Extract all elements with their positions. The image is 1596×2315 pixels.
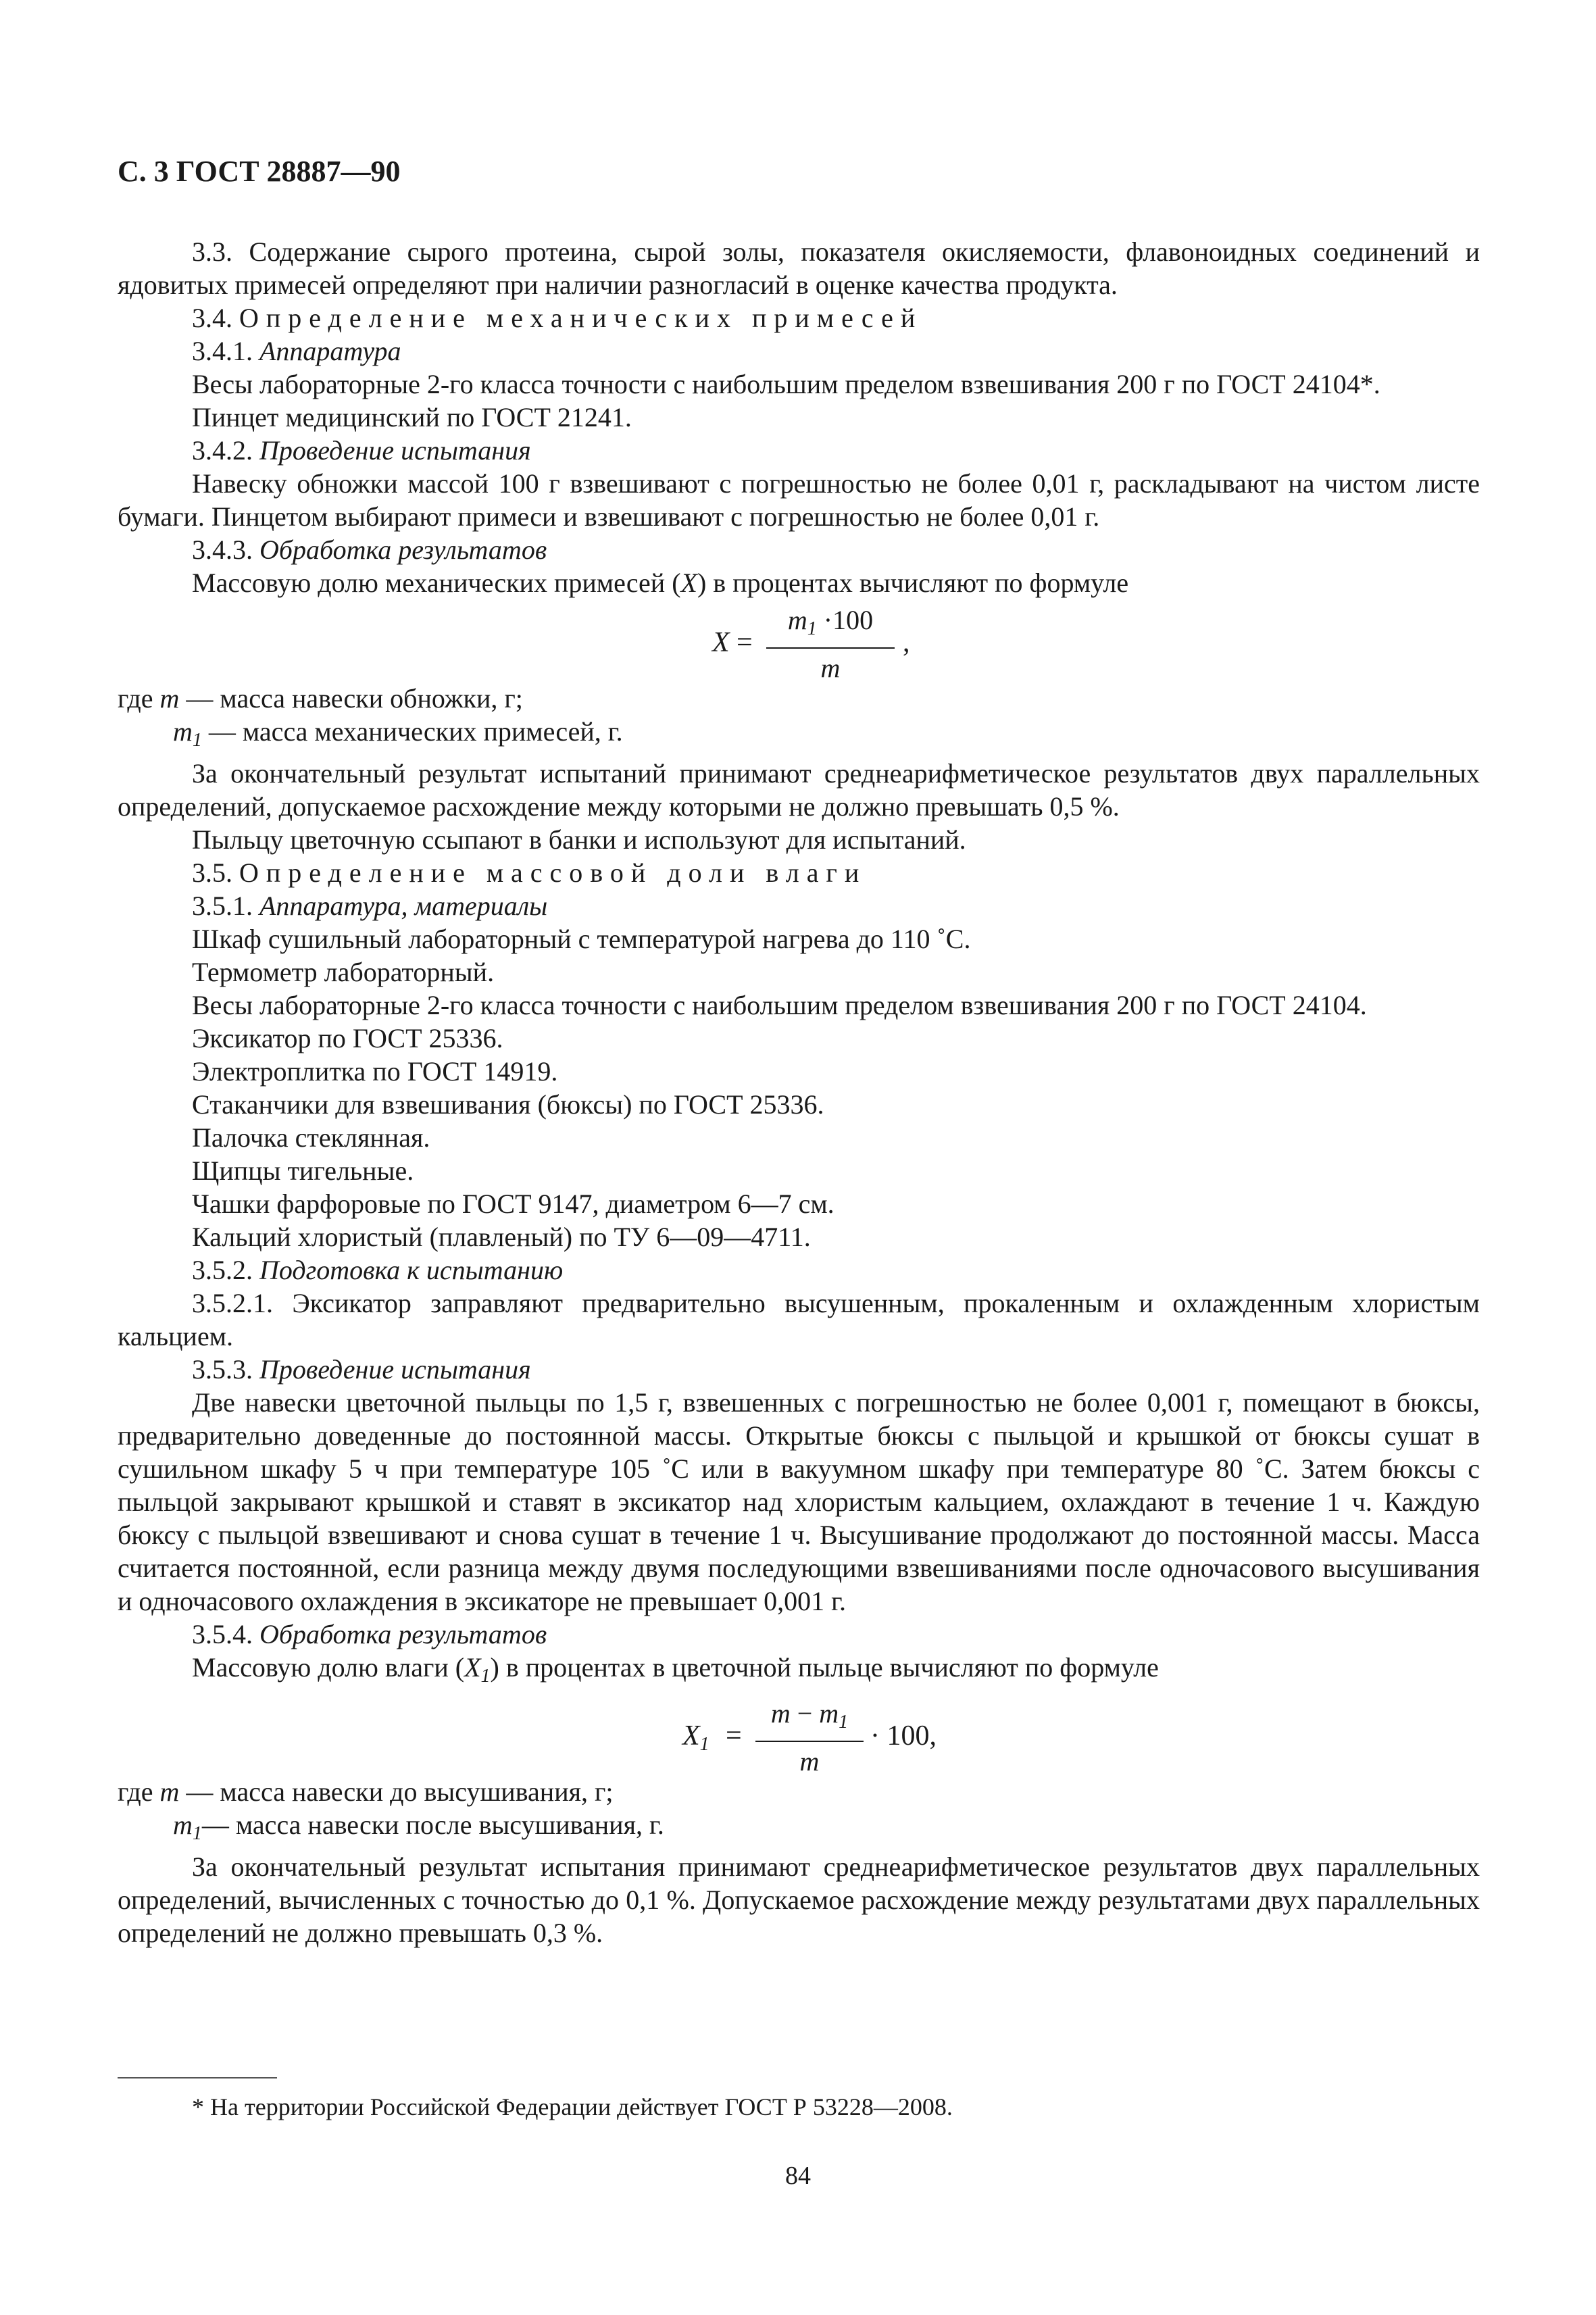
formula-lhs: X bbox=[712, 627, 730, 658]
subsection-number: 3.5.1. bbox=[192, 891, 253, 921]
where-line-2b bbox=[118, 1808, 1480, 1850]
subsection-number: 3.5.2. bbox=[192, 1255, 253, 1285]
footnote-divider bbox=[118, 2077, 277, 2078]
subsection-number: 3.4.2. bbox=[192, 435, 253, 466]
math-variable: m bbox=[770, 1698, 791, 1728]
paragraph-3-5-2-1: 3.5.2.1. Эксикатор заправляют предварительно высушенным, прокаленным и охлажденным хлористым кальцием. bbox=[118, 1288, 1480, 1351]
where-line-1a bbox=[118, 682, 1480, 715]
math-variable: m bbox=[787, 605, 807, 635]
subsection-title: Аппаратура, материалы bbox=[259, 891, 548, 921]
section-3-4-heading bbox=[118, 301, 1480, 334]
math-subscript: 1 bbox=[192, 730, 202, 751]
paragraph-thermometer: Термометр лабораторный. bbox=[192, 957, 495, 987]
subsection-title: Аппаратура bbox=[259, 336, 401, 366]
math-subscript: 1 bbox=[807, 618, 817, 639]
formula-fraction bbox=[755, 1698, 864, 1777]
subsection-number: 3.4.1. bbox=[192, 336, 253, 366]
section-3-5-heading bbox=[118, 856, 1480, 889]
paragraph-calcium: Кальций хлористый (плавленый) по ТУ 6—09—4711. bbox=[192, 1222, 811, 1252]
math-subscript: 1 bbox=[192, 1823, 202, 1844]
section-number: 3.4. bbox=[192, 303, 232, 333]
subsection-title: Подготовка к испытанию bbox=[259, 1255, 564, 1285]
formula-fraction bbox=[766, 605, 895, 684]
paragraph-pollen: Пыльцу цветочную ссыпают в банки и используют для испытаний. bbox=[192, 824, 966, 855]
math-subscript: 1 bbox=[839, 1712, 849, 1733]
paragraph-3-5-3: Две навески цветочной пыльцы по 1,5 г, взвешенных с погрешностью не более 0,001 г, помещают в бюксы, предварительно доведенные до постоянной массы. Открытые бюксы с пыльцой и крышкой от бюксы сушат в сушильном шкафу 5 ч при температуре 105 ˚С или в вакуумном шкафу при температуре 80 ˚С. Затем бюксы с пыльцой закрывают крышкой и ставят в эксикатор над хлористым кальцием, охлаждают в течение 1 ч. Каждую бюксу с пыльцой взвешивают и снова сушат в течение 1 ч. Высушивание продолжают до постоянной массы. Масса считается постоянной, если разница между двумя последующими взвешиваниями после одночасового высушивания и одночасового охлаждения в эксикаторе не превышает 0,001 г. bbox=[118, 1387, 1480, 1616]
text-run: — масса навески до высушивания, г; bbox=[179, 1776, 614, 1807]
fraction-bar bbox=[755, 1741, 864, 1742]
subsection-3-5-3 bbox=[118, 1353, 1480, 1386]
formula-tail: , bbox=[903, 627, 910, 658]
paragraph-final-2: За окончательный результат испытания принимают среднеарифметическое результатов двух параллельных определений, вычисленных с точностью до 0,1 %. Допускаемое расхождение между результатами двух параллельных определений не должно превышать 0,3 %. bbox=[118, 1851, 1480, 1948]
subsection-3-5-2 bbox=[118, 1253, 1480, 1287]
math-variable: m bbox=[159, 683, 180, 714]
fraction-bar bbox=[766, 647, 895, 649]
paragraph-stove: Электроплитка по ГОСТ 14919. bbox=[192, 1056, 558, 1087]
text-run: — масса механических примесей, г. bbox=[201, 716, 623, 747]
paragraph-scales-1: Весы лабораторные 2-го класса точности с наибольшим пределом взвешивания 200 г по ГОСТ 24104*. bbox=[192, 369, 1380, 399]
section-title: Определение механических примесей bbox=[239, 303, 923, 333]
text-run: Массовую долю влаги ( bbox=[192, 1652, 465, 1683]
math-operator: − bbox=[790, 1698, 820, 1728]
math-variable: m bbox=[173, 1810, 193, 1840]
text-run: где bbox=[118, 1776, 160, 1807]
math-variable: m bbox=[173, 716, 193, 747]
math-variable: X bbox=[680, 568, 697, 598]
subsection-title: Обработка результатов bbox=[259, 1619, 547, 1649]
paragraph-3-5-4 bbox=[118, 1651, 1480, 1693]
page-header: С. 3 ГОСТ 28887—90 bbox=[118, 155, 401, 188]
text-run: где bbox=[118, 683, 160, 714]
fraction-numerator bbox=[755, 1698, 864, 1738]
subsection-3-4-3 bbox=[118, 533, 1480, 566]
paragraph-tongs: Щипцы тигельные. bbox=[192, 1155, 414, 1186]
formula-1 bbox=[118, 601, 1480, 683]
math-variable: m bbox=[819, 1698, 839, 1728]
math-variable: X bbox=[464, 1652, 481, 1683]
subsection-3-4-1 bbox=[118, 334, 1480, 368]
text-run: ) в процентах в цветочной пыльце вычисляют по формуле bbox=[490, 1652, 1159, 1683]
formula-tail: · 100, bbox=[870, 1720, 937, 1751]
math-subscript: 1 bbox=[699, 1734, 709, 1755]
subsection-title: Обработка результатов bbox=[259, 534, 547, 565]
subsection-3-4-2 bbox=[118, 434, 1480, 467]
subsection-number: 3.5.3. bbox=[192, 1354, 253, 1385]
text-run: — масса навески обножки, г; bbox=[179, 683, 523, 714]
text-run: Массовую долю механических примесей ( bbox=[192, 568, 681, 598]
subsection-3-5-1 bbox=[118, 889, 1480, 922]
formula-lhs bbox=[682, 1720, 709, 1761]
paragraph-desiccator: Эксикатор по ГОСТ 25336. bbox=[192, 1023, 503, 1053]
where-line-2a bbox=[118, 1775, 1480, 1808]
math-text: ·100 bbox=[816, 605, 874, 635]
footnote: * На территории Российской Федерации действует ГОСТ Р 53228—2008. bbox=[192, 2093, 953, 2120]
paragraph-oven: Шкаф сушильный лабораторный с температурой нагрева до 110 ˚С. bbox=[192, 924, 971, 954]
subsection-number: 3.4.3. bbox=[192, 534, 253, 565]
math-subscript: 1 bbox=[480, 1666, 491, 1687]
text-run: ) в процентах вычисляют по формуле bbox=[697, 568, 1129, 598]
document-body bbox=[118, 235, 1480, 1949]
subsection-title: Проведение испытания bbox=[259, 435, 531, 466]
fraction-denominator: m bbox=[820, 653, 841, 683]
formula-equals: = bbox=[737, 627, 753, 658]
paragraph-scales-2: Весы лабораторные 2-го класса точности с наибольшим пределом взвешивания 200 г по ГОСТ 24104. bbox=[192, 990, 1367, 1020]
paragraph-3-4-3 bbox=[118, 566, 1480, 599]
paragraph-3-3: 3.3. Содержание сырого протеина, сырой золы, показателя окисляемости, флавоноидных соединений и ядовитых примесей определяют при наличии разногласий в оценке качества продукта. bbox=[118, 237, 1480, 300]
text-run: — масса навески после высушивания, г. bbox=[201, 1810, 664, 1840]
paragraph-3-4-2: Навеску обножки массой 100 г взвешивают с погрешностью не более 0,01 г, раскладывают на чистом листе бумаги. Пинцетом выбирают примеси и взвешивают с погрешностью не более 0,01 г. bbox=[118, 468, 1480, 532]
fraction-numerator bbox=[766, 605, 895, 645]
paragraph-cups: Чашки фарфоровые по ГОСТ 9147, диаметром 6—7 см. bbox=[192, 1189, 834, 1219]
section-number: 3.5. bbox=[192, 857, 232, 888]
subsection-number: 3.5.4. bbox=[192, 1619, 253, 1649]
subsection-3-5-4 bbox=[118, 1618, 1480, 1651]
math-variable: X bbox=[682, 1720, 700, 1751]
paragraph-tweezers: Пинцет медицинский по ГОСТ 21241. bbox=[192, 402, 632, 432]
subsection-title: Проведение испытания bbox=[259, 1354, 531, 1385]
fraction-denominator: m bbox=[799, 1746, 820, 1776]
paragraph-glass-rod: Палочка стеклянная. bbox=[192, 1122, 430, 1153]
paragraph-final-1: За окончательный результат испытаний принимают среднеарифметическое результатов двух параллельных определений, допускаемое расхождение между которыми не должно превышать 0,5 %. bbox=[118, 758, 1480, 822]
page-number: 84 bbox=[785, 2162, 811, 2190]
formula-2 bbox=[118, 1694, 1480, 1774]
formula-equals: = bbox=[726, 1720, 742, 1751]
math-variable: m bbox=[159, 1776, 180, 1807]
section-title: Определение массовой доли влаги bbox=[239, 857, 867, 888]
paragraph-weighing-bottles: Стаканчики для взвешивания (бюксы) по ГОСТ 25336. bbox=[192, 1089, 824, 1120]
where-line-1b bbox=[118, 715, 1480, 757]
